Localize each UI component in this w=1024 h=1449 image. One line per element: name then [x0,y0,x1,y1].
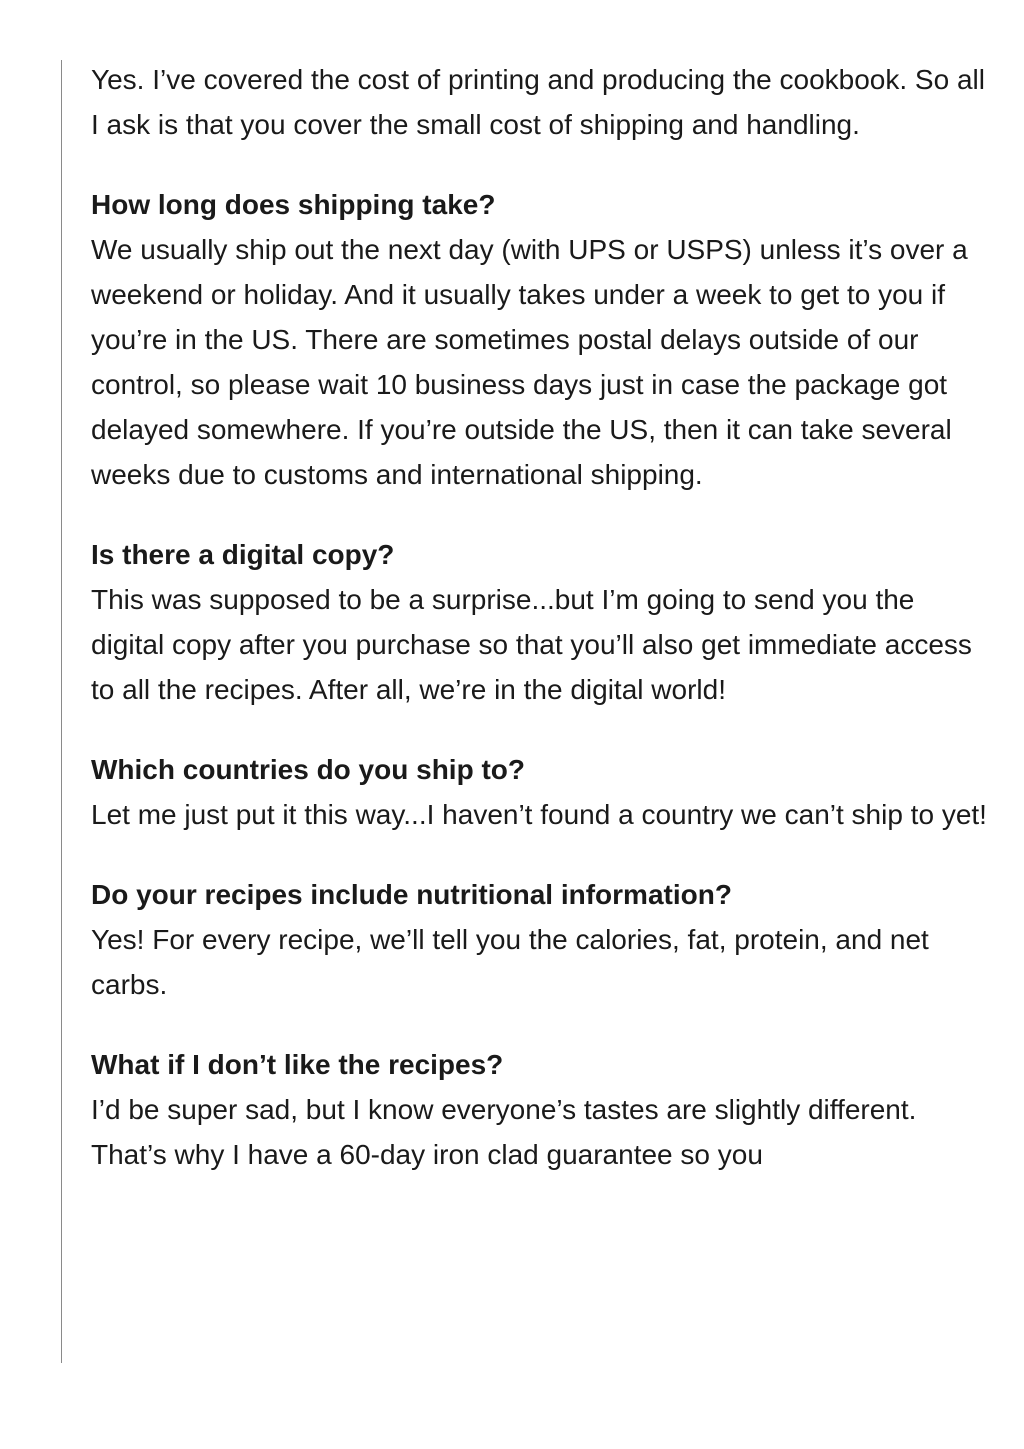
blockquote-rule [61,60,62,1363]
faq-content [91,57,991,1177]
faq-question: What if I don’t like the recipes? [91,1049,504,1080]
faq-question: Is there a digital copy? [91,539,395,570]
faq-answer: We usually ship out the next day (with UPS or USPS) unless it’s over a weekend or holiday. And it usually takes under a week to get to you if you’re in the US. There are sometimes postal delays outside of our control, so please wait 10 business days just in case the package got delayed somewhere. If you’re outside the US, then it can take several weeks due to customs and international shipping. [91,234,968,490]
faq-item-shipping-time [91,182,991,497]
faq-answer: Let me just put it this way...I haven’t found a country we can’t ship to yet! [91,799,987,830]
faq-answer: This was supposed to be a surprise...but I’m going to send you the digital copy after you purchase so that you’ll also get immediate access to all the recipes. After all, we’re in the digital world! [91,584,972,705]
faq-answer: I’d be super sad, but I know everyone’s tastes are slightly different. That’s why I have a 60-day iron clad guarantee so you [91,1094,917,1170]
intro-paragraph: Yes. I’ve covered the cost of printing and producing the cookbook. So all I ask is that you cover the small cost of shipping and handling. [91,64,985,140]
faq-answer: Yes! For every recipe, we’ll tell you the calories, fat, protein, and net carbs. [91,924,929,1000]
faq-item-digital-copy [91,532,991,712]
faq-item-countries [91,747,991,837]
faq-question: Which countries do you ship to? [91,754,525,785]
faq-item-nutrition [91,872,991,1007]
faq-question: Do your recipes include nutritional information? [91,879,732,910]
faq-item-dislike-recipes [91,1042,991,1177]
faq-question: How long does shipping take? [91,189,496,220]
